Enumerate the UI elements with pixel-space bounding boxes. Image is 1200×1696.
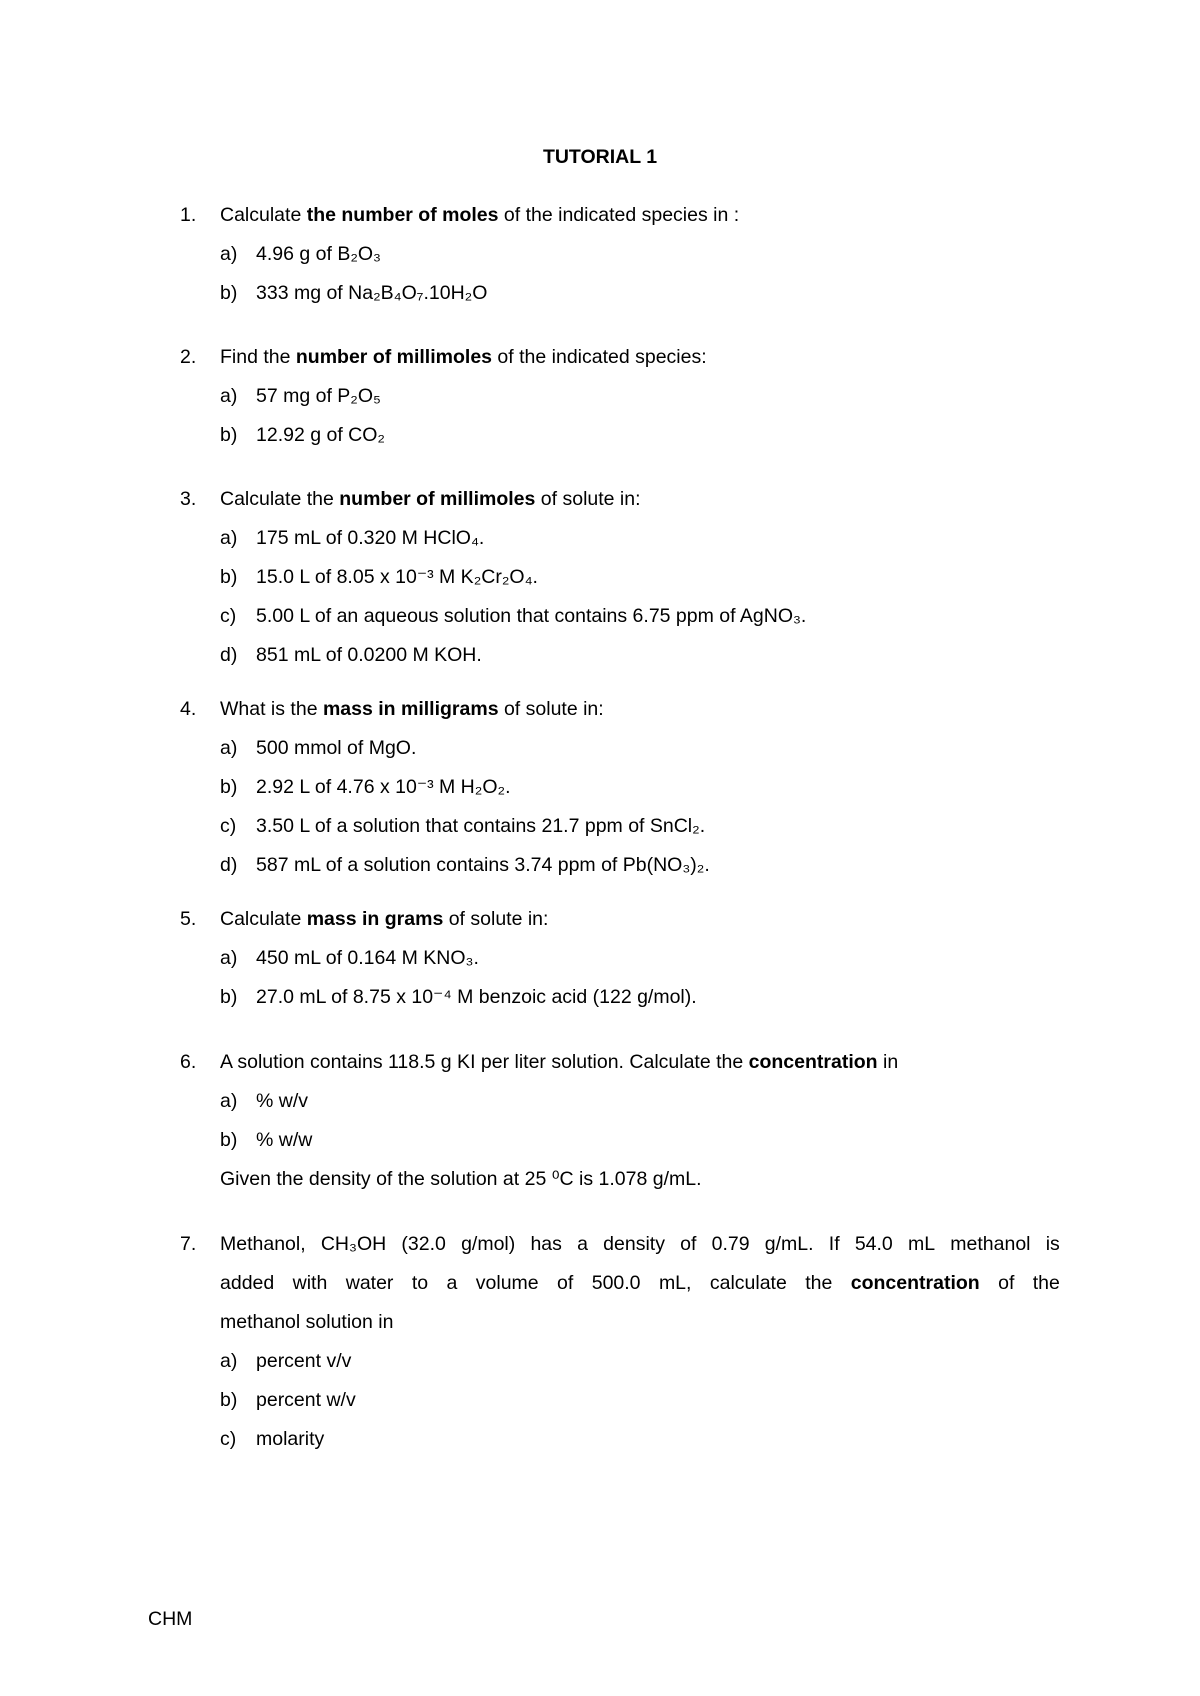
question-number: 1. bbox=[180, 204, 197, 226]
question-number: 2. bbox=[180, 346, 197, 368]
word: methanol bbox=[950, 1233, 1031, 1255]
word: 54.0 bbox=[854, 1233, 893, 1255]
sub-item: b) 27.0 mL of 8.75 x 10⁻⁴ M benzoic acid (122 g/mol). bbox=[220, 986, 697, 1008]
sub-item: c) 5.00 L of an aqueous solution that contains 6.75 ppm of AgNO₃. bbox=[220, 605, 807, 627]
question-text: Calculate the number of moles of the indicated species in : bbox=[220, 204, 740, 226]
question-text-line-3: methanol solution in bbox=[220, 1311, 394, 1333]
word: a bbox=[577, 1233, 588, 1255]
word: has bbox=[530, 1233, 562, 1255]
sub-item: b) 15.0 L of 8.05 x 10⁻³ M K₂Cr₂O₄. bbox=[220, 566, 538, 588]
sub-item: d) 587 mL of a solution contains 3.74 ppm of Pb(NO₃)₂. bbox=[220, 854, 710, 876]
word: of bbox=[557, 1272, 574, 1294]
word: with bbox=[292, 1272, 328, 1294]
word: Methanol, bbox=[220, 1233, 306, 1255]
question-2 bbox=[180, 341, 1060, 455]
word: g/mL. bbox=[764, 1233, 814, 1255]
word: calculate bbox=[709, 1272, 787, 1294]
sub-item: b) 333 mg of Na₂B₄O₇.10H₂O bbox=[220, 282, 488, 304]
page-footer: CHM bbox=[148, 1608, 193, 1630]
sub-item: a) 175 mL of 0.320 M HClO₄. bbox=[220, 527, 485, 549]
word: a bbox=[446, 1272, 458, 1294]
word: concentration bbox=[850, 1272, 980, 1294]
sub-item: a) 500 mmol of MgO. bbox=[220, 737, 417, 759]
word: added bbox=[220, 1272, 275, 1294]
question-number: 6. bbox=[180, 1051, 197, 1073]
question-7 bbox=[180, 1228, 1060, 1459]
word: CH₃OH bbox=[320, 1233, 387, 1255]
word: water bbox=[345, 1272, 394, 1294]
question-text: Calculate mass in grams of solute in: bbox=[220, 908, 549, 930]
sub-item: b) 12.92 g of CO₂ bbox=[220, 424, 385, 446]
word: of bbox=[680, 1233, 697, 1255]
page-title: TUTORIAL 1 bbox=[542, 146, 658, 168]
word: If bbox=[828, 1233, 840, 1255]
question-4 bbox=[180, 693, 1060, 885]
sub-item: a) 57 mg of P₂O₅ bbox=[220, 385, 381, 407]
question-text-line-2 bbox=[180, 1264, 1060, 1303]
question-text-line-1 bbox=[220, 1228, 1060, 1260]
sub-item: b) 2.92 L of 4.76 x 10⁻³ M H₂O₂. bbox=[220, 776, 511, 798]
sub-item: a) 450 mL of 0.164 M KNO₃. bbox=[220, 947, 479, 969]
question-6 bbox=[180, 1046, 1060, 1199]
sub-item: c) molarity bbox=[220, 1428, 325, 1450]
word: 500.0 bbox=[591, 1272, 641, 1294]
question-number: 3. bbox=[180, 488, 197, 510]
question-number: 5. bbox=[180, 908, 197, 930]
sub-item: a) percent v/v bbox=[220, 1350, 352, 1372]
question-text: What is the mass in milligrams of solute in: bbox=[220, 698, 604, 720]
word: mL bbox=[907, 1233, 936, 1255]
word: 0.79 bbox=[711, 1233, 750, 1255]
question-text: Find the number of millimoles of the indicated species: bbox=[220, 346, 707, 368]
question-text: Calculate the number of millimoles of solute in: bbox=[220, 488, 641, 510]
question-text: A solution contains 118.5 g KI per liter solution. Calculate the concentration in bbox=[220, 1051, 899, 1073]
sub-item: a) % w/v bbox=[220, 1090, 309, 1112]
sub-item: b) percent w/v bbox=[220, 1389, 356, 1411]
question-number: 4. bbox=[180, 698, 197, 720]
question-3 bbox=[180, 483, 1060, 675]
word: mL, bbox=[658, 1272, 692, 1294]
question-number: 7. bbox=[180, 1233, 197, 1255]
word: is bbox=[1045, 1233, 1060, 1255]
word: (32.0 bbox=[401, 1233, 446, 1255]
question-1 bbox=[180, 199, 1060, 313]
sub-item: a) 4.96 g of B₂O₃ bbox=[220, 243, 381, 265]
word: to bbox=[411, 1272, 429, 1294]
sub-item: d) 851 mL of 0.0200 M KOH. bbox=[220, 644, 482, 666]
question-note: Given the density of the solution at 25 ⁰C is 1.078 g/mL. bbox=[220, 1168, 702, 1190]
word: of bbox=[998, 1272, 1015, 1294]
sub-item: b) % w/w bbox=[220, 1129, 313, 1151]
sub-item: c) 3.50 L of a solution that contains 21.7 ppm of SnCl₂. bbox=[220, 815, 706, 837]
question-5 bbox=[180, 903, 1060, 1017]
word: density bbox=[603, 1233, 665, 1255]
word: g/mol) bbox=[461, 1233, 516, 1255]
word: the bbox=[805, 1272, 833, 1294]
word: the bbox=[1032, 1272, 1060, 1294]
word: volume bbox=[475, 1272, 539, 1294]
